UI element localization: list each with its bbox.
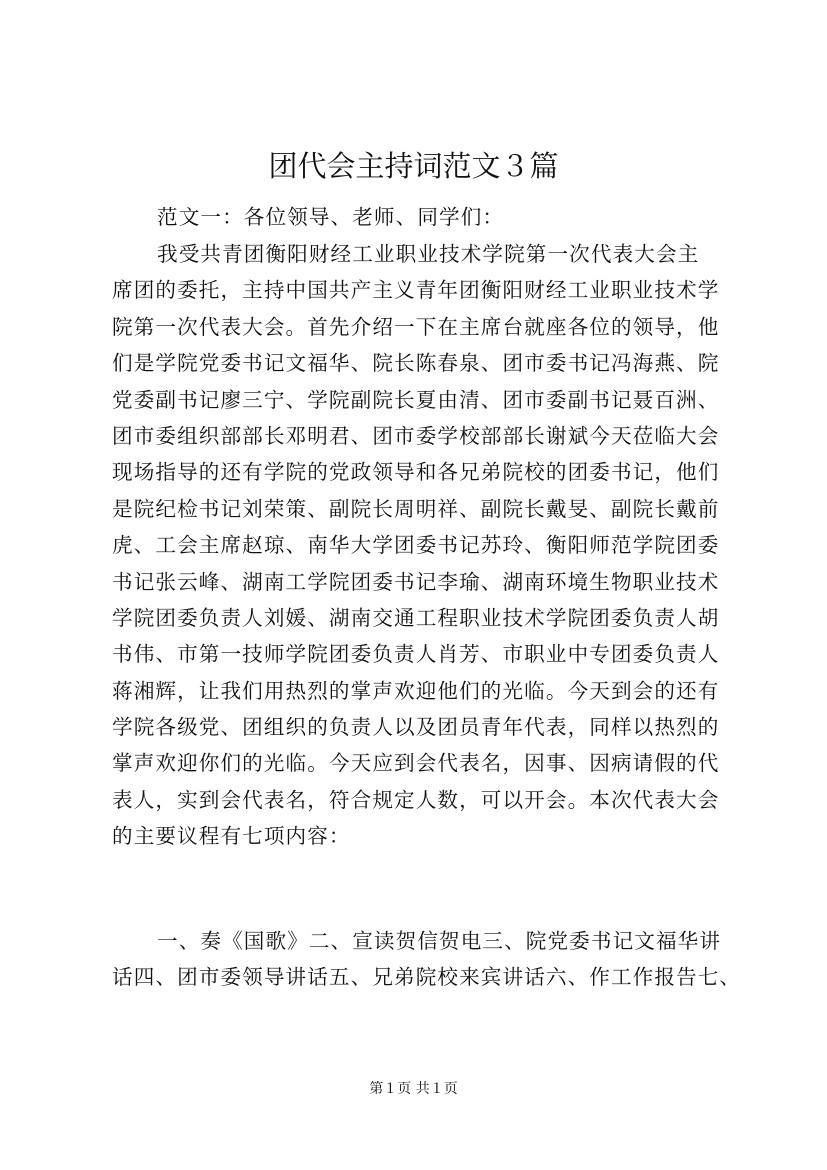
paragraph-line: 我受共青团衡阳财经工业职业技术学院第一次代表大会主: [157, 242, 700, 266]
paragraph-line: 们是学院党委书记文福华、院长陈春泉、团市委书记冯海燕、院: [112, 351, 720, 376]
paragraph-line: 现场指导的还有学院的党政领导和各兄弟院校的团委书记，他们: [112, 460, 720, 485]
paragraph-line: 书伟、市第一技师学院团委负责人肖芳、市职业中专团委负责人: [112, 642, 720, 667]
paragraph-line: 席团的委托，主持中国共产主义青年团衡阳财经工业职业技术学: [112, 278, 720, 303]
body-paragraph-intro: [112, 236, 719, 855]
paragraph-line: 是院纪检书记刘荣策、副院长周明祥、副院长戴旻、副院长戴前: [112, 496, 720, 521]
paragraph-line: 一、奏《国歌》二、宣读贺信贺电三、院党委书记文福华讲: [157, 929, 722, 953]
paragraph-line: 蒋湘辉，让我们用热烈的掌声欢迎他们的光临。今天到会的还有: [112, 678, 720, 703]
salutation-paragraph: [157, 199, 504, 235]
body-paragraph-agenda: [112, 923, 741, 996]
paragraph-line: 掌声欢迎你们的光临。今天应到会代表名，因事、因病请假的代: [112, 751, 720, 776]
paragraph-line: 范文一：各位领导、老师、同学们：: [157, 205, 505, 229]
paragraph-line: 书记张云峰、湖南工学院团委书记李瑜、湖南环境生物职业技术: [112, 569, 720, 594]
page-footer: 第１页 共１页: [369, 1081, 458, 1097]
paragraph-line: 党委副书记廖三宁、学院副院长夏由清、团市委副书记聂百洲、: [112, 387, 720, 412]
paragraph-line: 话四、团市委领导讲话五、兄弟院校来宾讲话六、作工作报告七、: [112, 965, 742, 990]
paragraph-line: 学院团委负责人刘媛、湖南交通工程职业技术学院团委负责人胡: [112, 605, 720, 630]
paragraph-line: 的主要议程有七项内容：: [112, 824, 351, 849]
paragraph-line: 虎、工会主席赵琼、南华大学团委书记苏玲、衡阳师范学院团委: [112, 533, 720, 558]
paragraph-line: 团市委组织部部长邓明君、团市委学校部部长谢斌今天莅临大会: [112, 423, 720, 448]
paragraph-line: 学院各级党、团组织的负责人以及团员青年代表，同样以热烈的: [112, 715, 720, 740]
paragraph-line: 表人，实到会代表名，符合规定人数，可以开会。本次代表大会: [112, 787, 720, 812]
document-title: 团代会主持词范文３篇: [268, 149, 559, 183]
paragraph-line: 院第一次代表大会。首先介绍一下在主席台就座各位的领导，他: [112, 314, 720, 339]
